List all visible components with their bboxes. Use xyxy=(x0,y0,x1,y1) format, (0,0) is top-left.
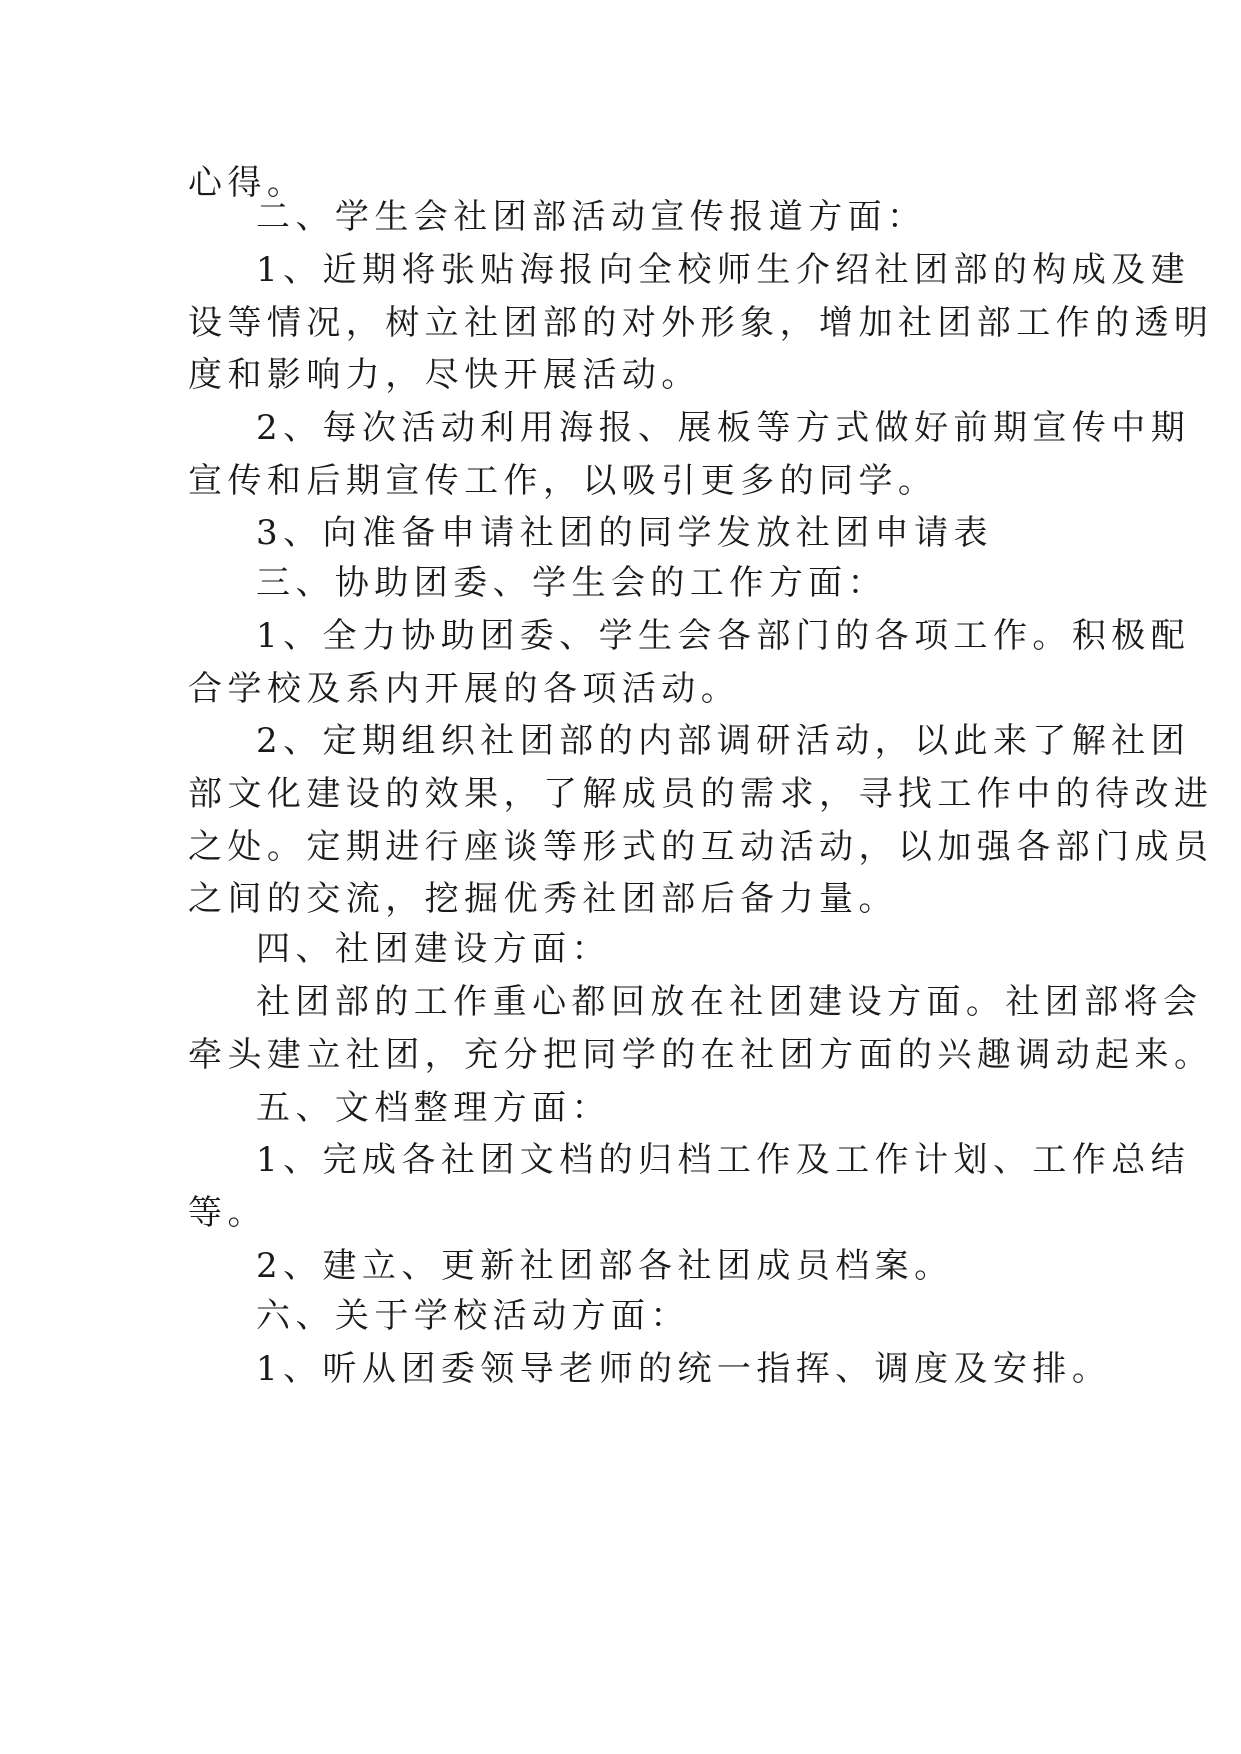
text-line: 1、近期将张贴海报向全校师生介绍社团部的构成及建 xyxy=(256,250,1191,290)
text-line: 1、完成各社团文档的归档工作及工作计划、工作总结 xyxy=(256,1140,1191,1180)
text-line: 牵头建立社团，充分把同学的在社团方面的兴趣调动起来。 xyxy=(188,1035,1214,1075)
text-line: 宣传和后期宣传工作，以吸引更多的同学。 xyxy=(188,461,938,501)
text-line: 3、向准备申请社团的同学发放社团申请表 xyxy=(256,513,993,553)
section-heading: 三、协助团委、学生会的工作方面： xyxy=(256,563,888,603)
text-line: 之处。定期进行座谈等形式的互动活动，以加强各部门成员 xyxy=(188,827,1214,867)
section-heading: 五、文档整理方面： xyxy=(256,1088,611,1128)
text-line: 1、全力协助团委、学生会各部门的各项工作。积极配 xyxy=(256,616,1191,656)
section-heading: 四、社团建设方面： xyxy=(256,929,611,969)
text-line: 2、建立、更新社团部各社团成员档案。 xyxy=(256,1246,954,1286)
text-line: 社团部的工作重心都回放在社团建设方面。社团部将会 xyxy=(256,982,1203,1022)
text-line: 1、听从团委领导老师的统一指挥、调度及安排。 xyxy=(256,1349,1112,1389)
text-line: 等。 xyxy=(188,1193,267,1233)
text-line: 2、定期组织社团部的内部调研活动，以此来了解社团 xyxy=(256,721,1191,761)
text-line: 心得。 xyxy=(188,163,307,203)
text-line: 之间的交流，挖掘优秀社团部后备力量。 xyxy=(188,879,898,919)
text-line: 度和影响力，尽快开展活动。 xyxy=(188,355,701,395)
text-line: 2、每次活动利用海报、展板等方式做好前期宣传中期 xyxy=(256,408,1191,448)
text-line: 设等情况，树立社团部的对外形象，增加社团部工作的透明 xyxy=(188,303,1214,343)
section-heading: 六、关于学校活动方面： xyxy=(256,1296,690,1336)
text-line: 部文化建设的效果，了解成员的需求，寻找工作中的待改进 xyxy=(188,774,1214,814)
section-heading: 二、学生会社团部活动宣传报道方面： xyxy=(256,197,927,237)
text-line: 合学校及系内开展的各项活动。 xyxy=(188,669,741,709)
